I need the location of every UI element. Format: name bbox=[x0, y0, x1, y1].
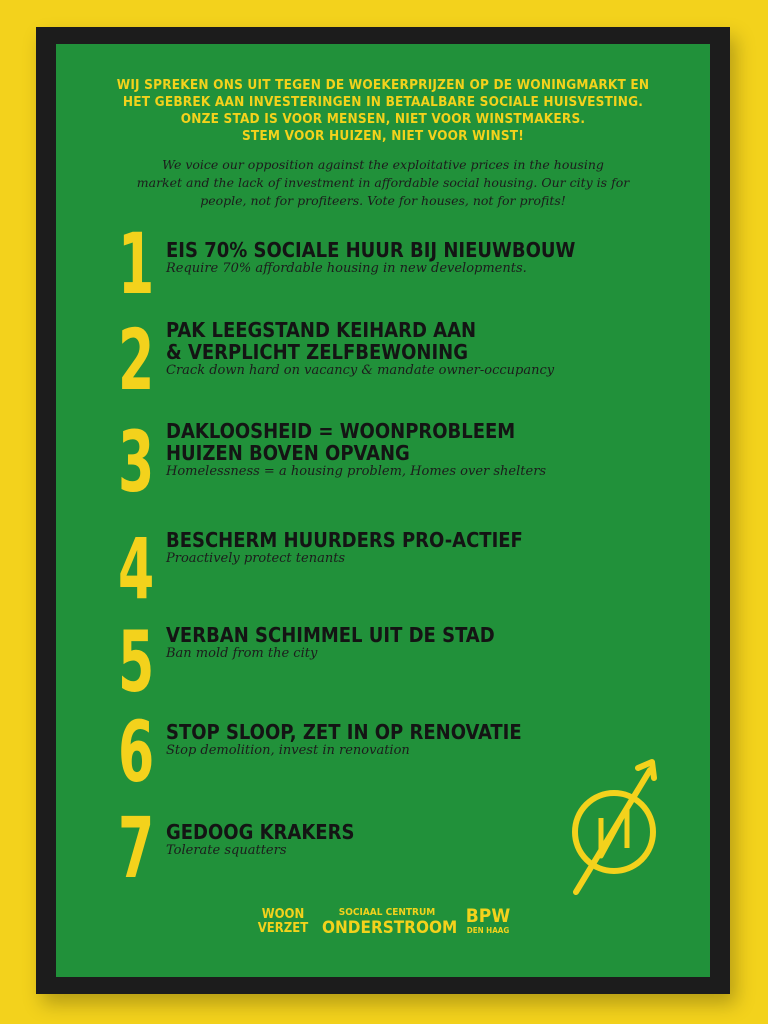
demand-subtitle: Homelessness = a housing problem, Homes over shelters bbox=[166, 464, 547, 479]
squatters-sign-icon bbox=[568, 756, 668, 896]
demand-title: STOP SLOOP, ZET IN OP RENOVATIE bbox=[166, 720, 522, 744]
demand-subtitle: Require 70% affordable housing in new developments. bbox=[166, 261, 527, 276]
demand-text bbox=[166, 239, 575, 276]
demand-text bbox=[166, 624, 495, 661]
demand-title: PAK LEEGSTAND KEIHARD AAN bbox=[166, 318, 477, 342]
demand-number: 6 bbox=[118, 703, 155, 801]
demand-text bbox=[166, 529, 523, 566]
demand-subtitle: Stop demolition, invest in renovation bbox=[166, 743, 410, 758]
woonverzet-line: VERZET bbox=[257, 921, 309, 936]
intro-line: market and the lack of investment in affordable social housing. Our city is for bbox=[136, 175, 630, 190]
demand-subtitle: Crack down hard on vacancy & mandate owner-occupancy bbox=[166, 363, 555, 378]
onderstroom-logo bbox=[322, 906, 458, 938]
demand-text bbox=[166, 319, 554, 378]
demand-subtitle: Proactively protect tenants bbox=[166, 551, 346, 566]
intro-english bbox=[96, 156, 670, 210]
intro-line: We voice our opposition against the exploitative prices in the housing bbox=[162, 157, 604, 172]
demand-number: 1 bbox=[118, 215, 155, 313]
demand-subtitle: Tolerate squatters bbox=[166, 843, 287, 858]
headline-line: ONZE STAD IS VOOR MENSEN, NIET VOOR WINSTMAKERS. bbox=[180, 111, 586, 127]
intro-line: people, not for profiteers. Vote for houses, not for profits! bbox=[200, 193, 566, 208]
bpw-name: BPW bbox=[465, 905, 511, 927]
bpw-logo bbox=[460, 906, 516, 935]
demand-title: BESCHERM HUURDERS PRO-ACTIEF bbox=[166, 528, 523, 552]
demand-number: 3 bbox=[118, 413, 155, 511]
demand-text bbox=[166, 721, 522, 758]
onderstroom-name: ONDERSTROOM bbox=[322, 918, 458, 938]
headline-line: WIJ SPREKEN ONS UIT TEGEN DE WOEKERPRIJZEN OP DE WONINGMARKT EN bbox=[116, 77, 650, 93]
demand-title: HUIZEN BOVEN OPVANG bbox=[166, 441, 410, 465]
demand-title: EIS 70% SOCIALE HUUR BIJ NIEUWBOUW bbox=[166, 238, 576, 262]
woonverzet-logo bbox=[252, 908, 314, 936]
headline-line: HET GEBREK AAN INVESTERINGEN IN BETAALBARE SOCIALE HUISVESTING. bbox=[122, 94, 644, 110]
demand-title: DAKLOOSHEID = WOONPROBLEEM bbox=[166, 419, 516, 443]
bpw-city: DEN HAAG bbox=[466, 926, 510, 935]
demand-title: GEDOOG KRAKERS bbox=[166, 820, 355, 844]
demand-number: 2 bbox=[118, 311, 155, 409]
demand-number: 5 bbox=[118, 613, 155, 711]
demand-title: & VERPLICHT ZELFBEWONING bbox=[166, 340, 468, 364]
headline-line: STEM VOOR HUIZEN, NIET VOOR WINST! bbox=[241, 128, 524, 144]
demand-title: VERBAN SCHIMMEL UIT DE STAD bbox=[166, 623, 495, 647]
demand-text bbox=[166, 420, 546, 479]
demand-number: 4 bbox=[118, 520, 155, 618]
demand-number: 7 bbox=[118, 799, 155, 897]
woonverzet-line: WOON bbox=[261, 907, 305, 922]
demand-text bbox=[166, 821, 354, 858]
onderstroom-small: SOCIAAL CENTRUM bbox=[338, 907, 436, 918]
poster bbox=[56, 44, 710, 977]
headline-dutch bbox=[56, 77, 710, 145]
demand-subtitle: Ban mold from the city bbox=[166, 646, 318, 661]
